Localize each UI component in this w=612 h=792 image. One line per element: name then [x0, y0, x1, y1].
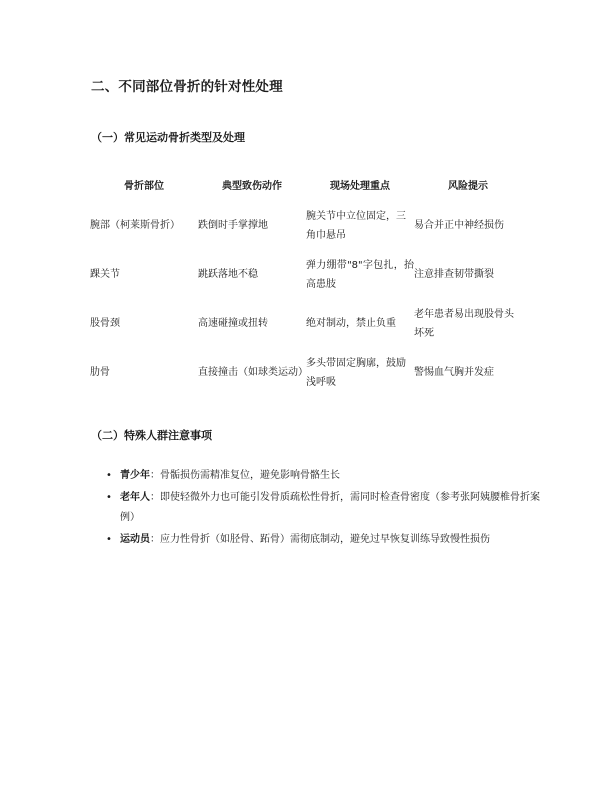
table-cell: 高速碰撞或扭转 [198, 318, 268, 329]
table-cell: 直接撞击（如球类运动） [198, 367, 308, 378]
table-cell: 肋骨 [90, 367, 110, 378]
table-cell: 多头带固定胸廓，鼓励浅呼吸 [306, 357, 406, 388]
bullet-icon: • [106, 534, 112, 545]
list-item-lead: 运动员 [120, 534, 150, 545]
bullet-icon: • [106, 492, 112, 503]
list-item-lead: 青少年 [120, 470, 150, 481]
section-heading: 二、不同部位骨折的针对性处理 [91, 79, 283, 95]
table-row [90, 250, 522, 299]
list-item [106, 530, 540, 550]
table-row [90, 201, 522, 250]
list-item-text: ：应力性骨折（如胫骨、跖骨）需彻底制动，避免过早恢复训练导致慢性损伤 [150, 534, 490, 545]
column-header: 风险提示 [448, 180, 488, 192]
bullet-icon: • [106, 470, 112, 481]
table-cell: 注意排查韧带撕裂 [414, 269, 494, 280]
table-cell: 踝关节 [90, 269, 120, 280]
table-cell: 腕关节中立位固定，三角巾悬吊 [306, 210, 406, 241]
table-cell: 弹力绷带"8"字包扎，抬高患肢 [306, 259, 414, 290]
subsection-title-special-groups: （二）特殊人群注意事项 [91, 429, 212, 442]
table-cell: 易合并正中神经损伤 [414, 220, 504, 231]
special-groups-list [108, 466, 540, 552]
table-cell: 绝对制动，禁止负重 [306, 318, 396, 329]
table-cell: 警惕血气胸并发症 [414, 367, 494, 378]
table-cell: 腕部（柯莱斯骨折） [90, 220, 180, 231]
table-row [90, 348, 522, 397]
table-cell: 老年患者易出现股骨头坏死 [414, 308, 514, 339]
column-header: 典型致伤动作 [222, 180, 282, 192]
list-item-lead: 老年人 [120, 492, 150, 503]
list-item-text: ：即使轻微外力也可能引发骨质疏松性骨折，需同时检查骨密度（参考张阿姨腰椎骨折案例） [120, 492, 540, 523]
table-cell: 跌倒时手掌撑地 [198, 220, 268, 231]
column-header: 现场处理重点 [330, 180, 390, 192]
list-item [106, 466, 540, 486]
table-header-row [90, 171, 522, 201]
table-cell: 股骨颈 [90, 318, 120, 329]
table-cell: 跳跃落地不稳 [198, 269, 258, 280]
list-item [106, 488, 540, 528]
list-item-text: ：骨骺损伤需精准复位，避免影响骨骼生长 [150, 470, 340, 481]
column-header: 骨折部位 [124, 180, 164, 192]
fracture-table [90, 171, 522, 397]
table-row [90, 299, 522, 348]
subsection-title-common-fractures: （一）常见运动骨折类型及处理 [91, 131, 245, 144]
